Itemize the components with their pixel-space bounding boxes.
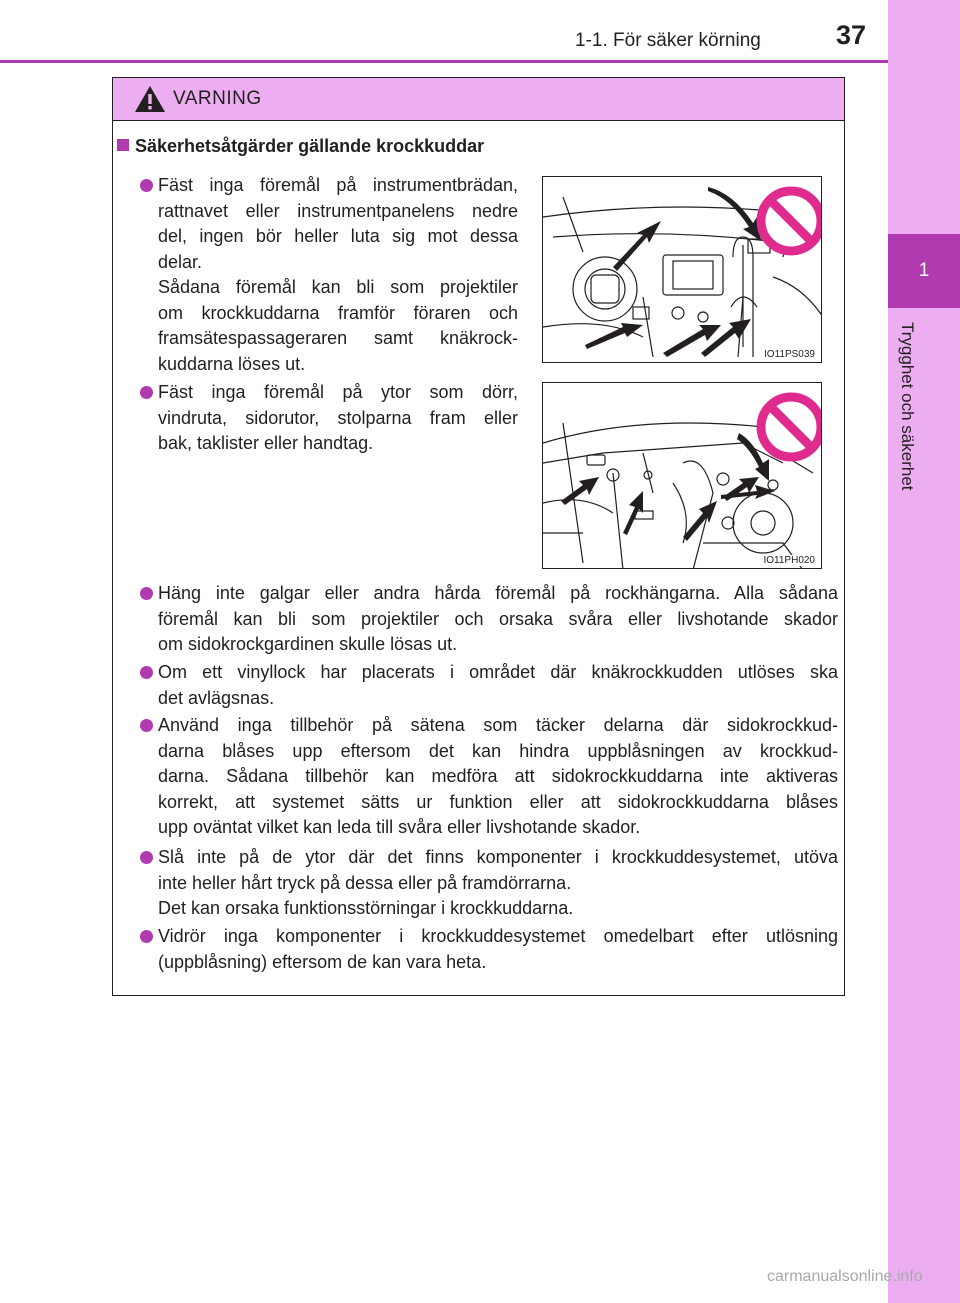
section-square-icon	[117, 139, 129, 151]
bullet-item	[158, 660, 838, 711]
warning-label: VARNING	[173, 88, 262, 109]
chapter-side-strip	[888, 0, 960, 1303]
header-divider	[0, 60, 888, 63]
warning-triangle-icon	[133, 84, 167, 114]
bullet-line: Om ett vinyllock har placerats i området där knäkrockkudden utlöses ska	[158, 662, 838, 682]
bullet-line: föremål kan bli som projektiler och orsaka svåra eller livshotande skador	[158, 608, 838, 629]
bullet-item	[158, 581, 838, 658]
bullet-line: rattnavet eller instrumentpanelens nedre	[158, 200, 518, 221]
cabin-drawing-icon	[543, 383, 822, 569]
section-title	[117, 136, 484, 157]
bullet-line: det avlägsnas.	[158, 687, 275, 708]
bullet-item	[158, 845, 838, 922]
bullet-line: Häng inte galgar eller andra hårda föremål på rockhängarna. Alla sådana	[158, 583, 838, 603]
running-header-title: 1-1. För säker körning	[575, 30, 761, 51]
bullet-item	[158, 713, 838, 841]
bullet-line: framsätespassageraren samt knäkrock-	[158, 328, 518, 348]
bullet-line: delar.	[158, 251, 203, 272]
bullet-item	[158, 380, 518, 457]
bullet-dot-icon	[140, 851, 153, 864]
bullet-line: Vidrör inga komponenter i krockkuddesystemet omedelbart efter utlösning	[158, 926, 838, 946]
dashboard-drawing-icon	[543, 177, 822, 363]
bullet-line: Fäst inga föremål på instrumentbrädan,	[158, 175, 518, 195]
chapter-title-vertical	[897, 322, 921, 532]
bullet-dot-icon	[140, 179, 153, 192]
bullet-line: upp oväntat vilket kan leda till svåra eller livshotande skador.	[158, 817, 641, 837]
bullet-line: korrekt, att systemet sätts ur funktion eller att sidokrockkuddarna blåses	[158, 791, 838, 812]
footer-watermark: carmanualsonline.info	[767, 1268, 923, 1285]
illustration-code: IO11PS039	[764, 349, 815, 360]
bullet-dot-icon	[140, 666, 153, 679]
warning-header	[113, 78, 844, 121]
bullet-dot-icon	[140, 930, 153, 943]
bullet-line: Fäst inga föremål på ytor som dörr,	[158, 382, 518, 402]
bullet-line: darna. Sådana tillbehör kan medföra att sidokrockkuddarna inte aktiveras	[158, 766, 838, 786]
bullet-line: om krockkuddarna framför föraren och	[158, 302, 518, 323]
illustration-cabin	[542, 382, 822, 569]
bullet-line: vindruta, sidorutor, stolparna fram eller	[158, 407, 518, 428]
bullet-line: darna blåses upp eftersom det kan hindra uppblåsningen av krockkud-	[158, 740, 838, 761]
page-number: 37	[836, 20, 867, 50]
section-title-text: Säkerhetsåtgärder gällande krockkuddar	[135, 136, 485, 156]
illustration-dashboard	[542, 176, 822, 363]
bullet-line: del, ingen bör heller luta sig mot dessa	[158, 226, 518, 246]
bullet-dot-icon	[140, 719, 153, 732]
bullet-line: Använd inga tillbehör på sätena som täcker delarna där sidokrockkud-	[158, 715, 838, 735]
bullet-dot-icon	[140, 386, 153, 399]
bullet-item	[158, 173, 518, 377]
bullet-line: inte heller hårt tryck på dessa eller på framdörrarna.	[158, 872, 572, 893]
bullet-line: kuddarna löses ut.	[158, 353, 306, 374]
bullet-line: om sidokrockgardinen skulle lösas ut.	[158, 634, 458, 654]
bullet-line: Slå inte på de ytor där det finns komponenter i krockkuddesystemet, utöva	[158, 847, 838, 867]
bullet-line: bak, taklister eller handtag.	[158, 433, 374, 453]
bullet-item	[158, 924, 838, 975]
chapter-title: Trygghet och säkerhet	[898, 322, 917, 491]
illustration-code: IO11PH020	[763, 555, 815, 566]
bullet-line: Sådana föremål kan bli som projektiler	[158, 277, 518, 297]
bullet-line: Det kan orsaka funktionsstörningar i krockkuddarna.	[158, 898, 574, 918]
bullet-line: (uppblåsning) eftersom de kan vara heta.	[158, 951, 487, 972]
bullet-dot-icon	[140, 587, 153, 600]
chapter-number-tab[interactable]: 1	[888, 234, 960, 308]
